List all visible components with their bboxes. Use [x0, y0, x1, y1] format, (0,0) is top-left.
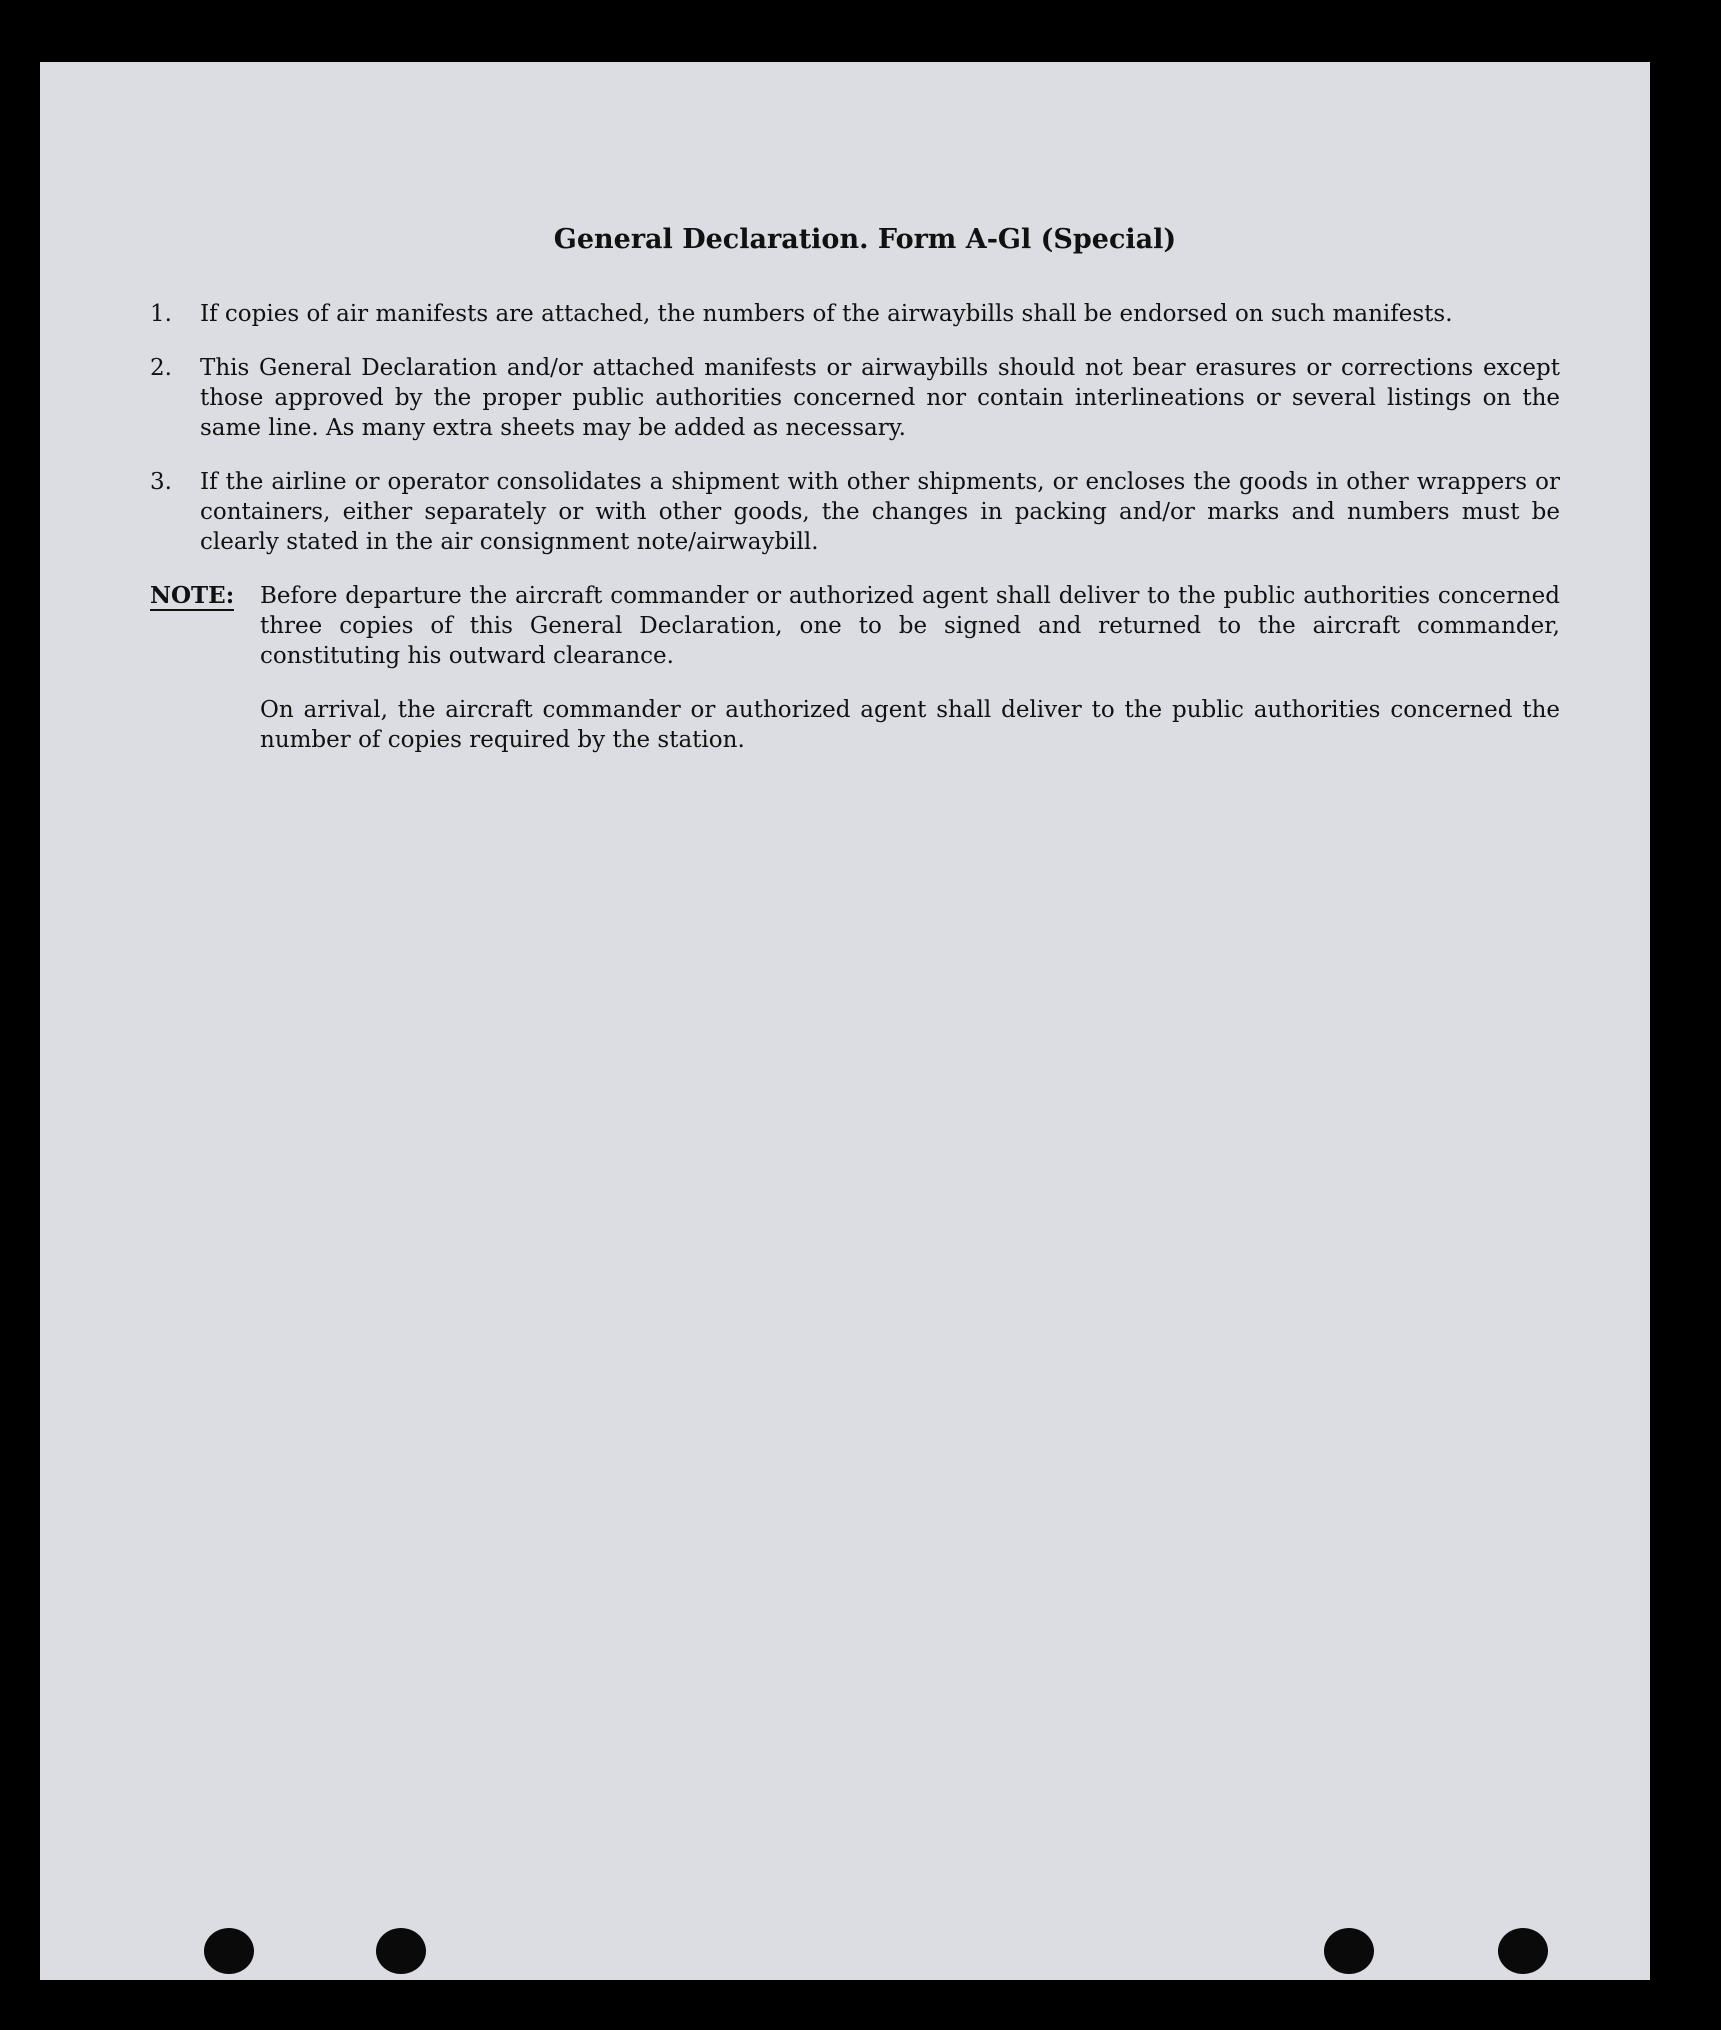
punch-hole [1498, 1928, 1548, 1974]
note-paragraph-arrival: On arrival, the aircraft commander or authorized agent shall deliver to the public authorities concerned the number of copies required by the station. [260, 697, 1560, 753]
document-page [40, 62, 1650, 1980]
item-text: This General Declaration and/or attached manifests or airwaybills should not bear erasures or corrections except those approved by the proper public authorities concerned nor contain interlineations or several listings on the same line. As many extra sheets may be added as necessary. [200, 355, 1560, 441]
item-number: 1. [150, 301, 172, 327]
item-number: 2. [150, 355, 172, 381]
instruction-item-2 [140, 353, 1560, 443]
note-body [260, 581, 1560, 779]
note-section [140, 581, 1560, 779]
document-title: General Declaration. Form A-Gl (Special) [553, 224, 1177, 255]
instruction-item-1 [140, 299, 1560, 329]
item-number: 3. [150, 469, 172, 495]
punch-hole [1324, 1928, 1374, 1974]
document-content [140, 224, 1560, 779]
note-label-text: NOTE: [150, 582, 235, 609]
punch-hole [204, 1928, 254, 1974]
instruction-item-3 [140, 467, 1560, 557]
item-text: If copies of air manifests are attached, the numbers of the airwaybills shall be endorsed on such manifests. [200, 301, 1453, 327]
punch-hole [376, 1928, 426, 1974]
note-label [140, 581, 260, 779]
item-text: If the airline or operator consolidates a shipment with other shipments, or encloses the goods in other wrappers or containers, either separately or with other goods, the changes in packing and/or marks and numbers must be clearly stated in the air consignment note/airwaybill. [200, 469, 1560, 555]
note-paragraph-departure: Before departure the aircraft commander or authorized agent shall deliver to the public authorities concerned three copies of this General Declaration, one to be signed and returned to the aircraft commander, constituting his outward clearance. [260, 583, 1560, 669]
